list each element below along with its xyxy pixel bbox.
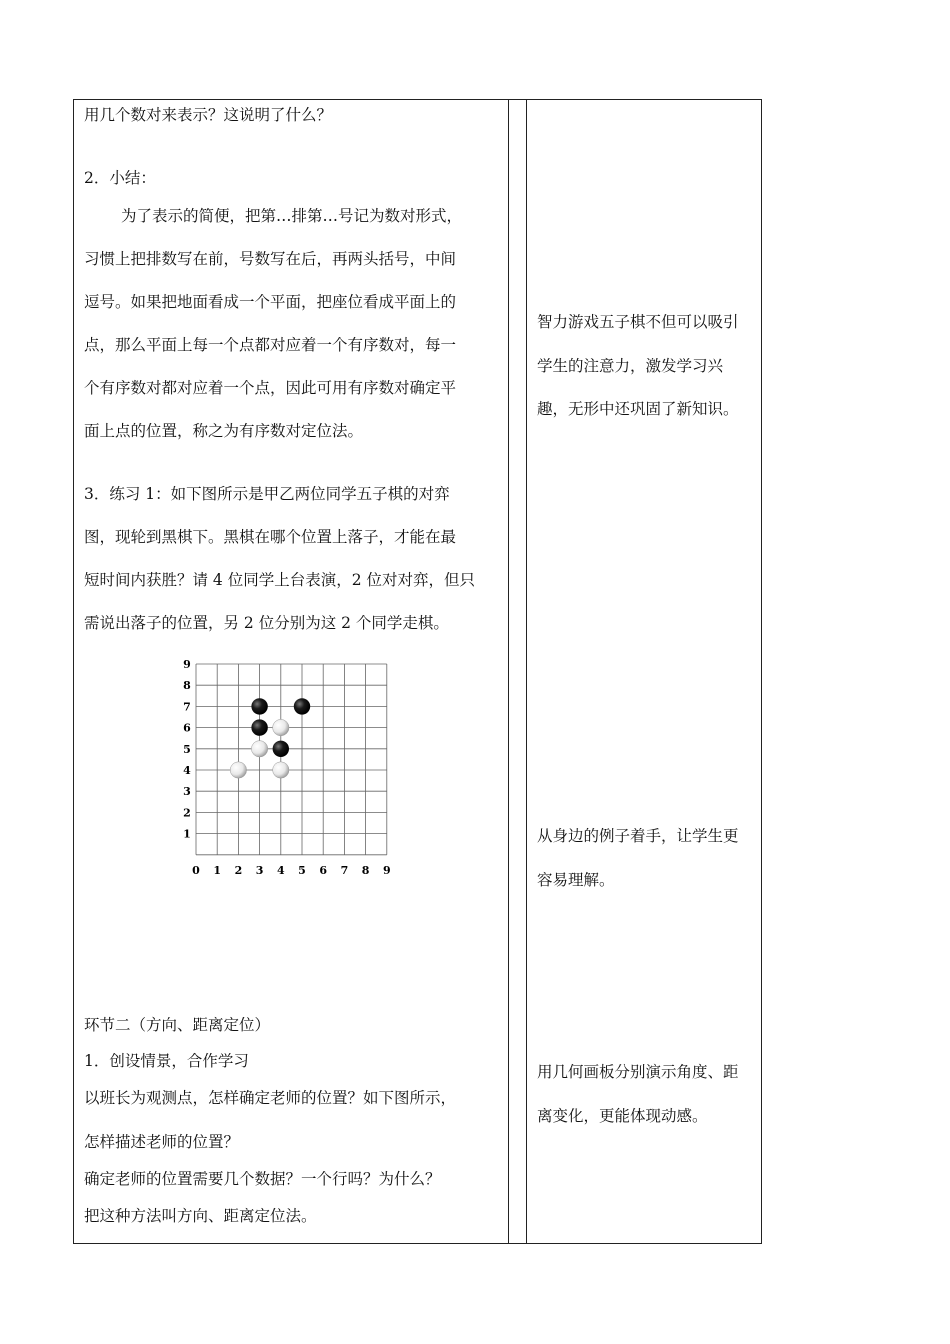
section-heading: 环节二（方向、距离定位） (84, 1016, 271, 1034)
note-line: 智力游戏五子棋不但可以吸引 (537, 313, 739, 331)
board-stones (230, 698, 310, 778)
x-tick-label: 4 (276, 863, 285, 877)
y-tick-label: 8 (183, 679, 191, 693)
text-line: 面上点的位置，称之为有序数对定位法。 (84, 422, 364, 440)
y-tick-label: 4 (183, 764, 191, 777)
text-line: 习惯上把排数写在前，号数写在后，再两头括号，中间 (84, 250, 457, 268)
x-tick-label: 0 (192, 863, 200, 877)
black-stone (273, 741, 289, 757)
black-stone (251, 719, 267, 735)
text-line: 为了表示的简便，把第…排第…号记为数对形式， (121, 207, 463, 225)
y-tick-label: 7 (183, 700, 191, 714)
text-line: 怎样描述老师的位置？ (84, 1133, 240, 1151)
text-line: 逗号。如果把地面看成一个平面，把座位看成平面上的 (84, 293, 457, 311)
x-tick-label: 3 (255, 863, 264, 877)
x-tick-label: 5 (298, 863, 306, 877)
note-line: 用几何画板分别演示角度、距 (537, 1063, 739, 1081)
white-stone (273, 719, 289, 735)
x-tick-label: 6 (319, 863, 328, 877)
x-tick-label: 1 (213, 863, 222, 877)
white-stone (251, 741, 267, 757)
y-tick-label: 9 (183, 658, 191, 671)
note-line: 离变化，更能体现动感。 (537, 1107, 708, 1125)
column-divider (526, 100, 527, 1243)
text-line: 以班长为观测点，怎样确定老师的位置？如下图所示， (84, 1089, 457, 1107)
x-tick-label: 8 (361, 863, 370, 877)
note-line: 趣，无形中还巩固了新知识。 (537, 400, 739, 418)
text-line: 短时间内获胜？请 4 位同学上台表演，2 位对对弈，但只 (84, 571, 476, 589)
x-tick-label: 9 (382, 863, 391, 877)
note-line: 从身边的例子着手，让学生更 (537, 827, 739, 845)
x-tick-label: 7 (340, 863, 349, 877)
y-tick-label: 3 (183, 785, 191, 799)
column-divider (508, 100, 509, 1243)
note-line: 容易理解。 (537, 871, 615, 889)
y-tick-label: 6 (183, 721, 191, 735)
board-grid (196, 664, 387, 855)
text-line: 确定老师的位置需要几个数据？一个行吗？为什么？ (84, 1170, 441, 1188)
y-tick-label: 1 (183, 827, 191, 841)
black-stone (251, 698, 267, 714)
note-line: 学生的注意力，激发学习兴 (537, 357, 724, 375)
section-heading: 2．小结： (84, 169, 156, 187)
black-stone (294, 698, 310, 714)
text-line: 把这种方法叫方向、距离定位法。 (84, 1207, 317, 1225)
text-line: 3．练习 1：如下图所示是甲乙两位同学五子棋的对弈 (84, 485, 450, 503)
x-tick-label: 2 (234, 863, 243, 877)
text-line: 1．创设情景，合作学习 (84, 1052, 249, 1070)
text-line: 用几个数对来表示？这说明了什么？ (84, 106, 333, 124)
y-tick-label: 2 (183, 806, 191, 820)
white-stone (230, 762, 246, 778)
text-line: 点，那么平面上每一个点都对应着一个有序数对，每一 (84, 336, 457, 354)
y-tick-label: 5 (183, 742, 191, 756)
text-line: 个有序数对都对应着一个点，因此可用有序数对确定平 (84, 379, 457, 397)
gomoku-board-figure (176, 656, 396, 878)
text-line: 图，现轮到黑棋下。黑棋在哪个位置上落子，才能在最 (84, 528, 457, 546)
text-line: 需说出落子的位置，另 2 位分别为这 2 个同学走棋。 (84, 614, 449, 632)
white-stone (273, 762, 289, 778)
